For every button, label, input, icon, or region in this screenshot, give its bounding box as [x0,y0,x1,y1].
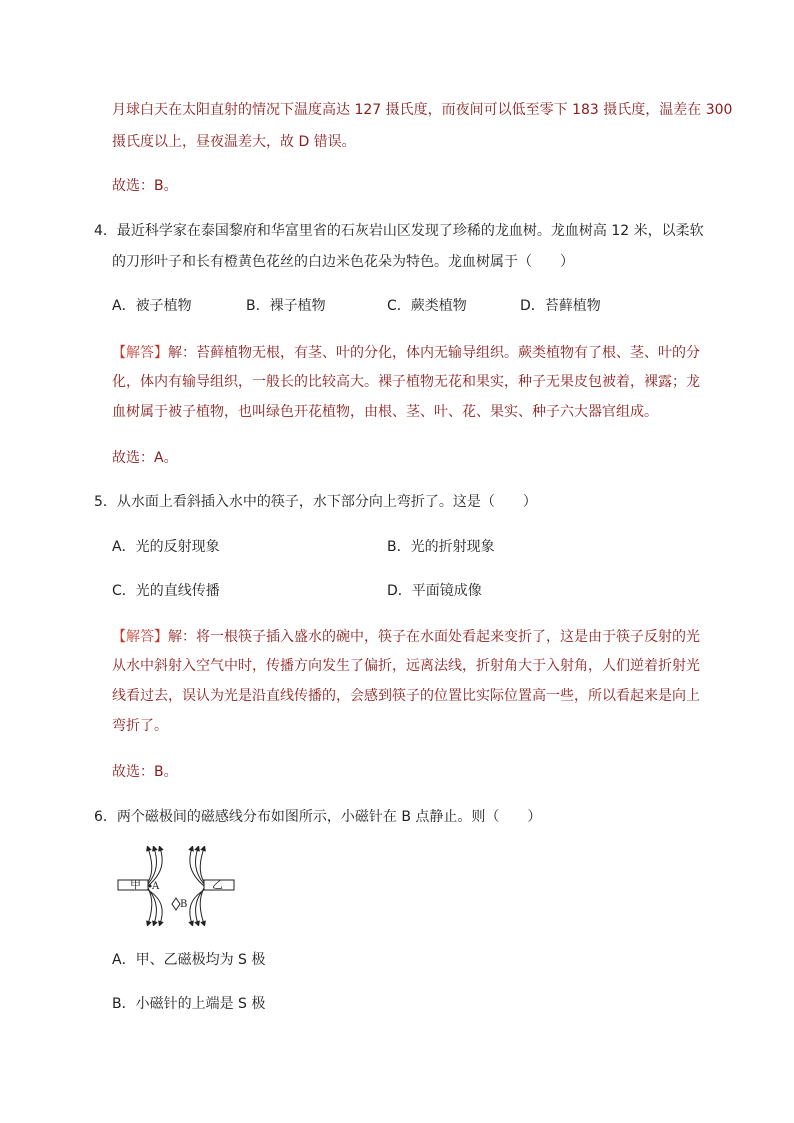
point-b-label: B [180,899,188,910]
q5-answer-text-1: 解：将一根筷子插入盛水的碗中，筷子在水面处看起来变折了，这是由于筷子反射的光 [168,629,700,645]
q5-answer-line-3: 线看过去，误认为光是沿直线传播的，会感到筷子的位置比实际位置高一些，所以看起来是向上 [112,688,700,704]
q4-answer-line-1 [112,343,700,363]
q4-option-c: C．蕨类植物 [387,298,467,314]
magnetic-field-figure [112,846,240,926]
q4-answer-tag: 【解答】 [112,345,168,361]
q5-answer-line-1 [112,627,700,647]
q5-answer-line-2: 从水中斜射入空气中时，传播方向发生了偏折，远离法线，折射角大于入射角，人们逆着折射光 [112,658,700,674]
compass-needle [172,898,180,910]
prev-answer-line-1: 月球白天在太阳直射的情况下温度高达 127 摄氏度，而夜间可以低至零下 183 摄氏度，温差在 300 [112,102,733,118]
q4-option-a: A．被子植物 [112,298,192,314]
q4-answer-line-2: 化，体内有输导组织，一般长的比较高大。裸子植物无花和果实，种子无果皮包被着，裸露；龙 [112,374,700,390]
q5-option-c: C．光的直线传播 [112,583,220,599]
q6-option-a: A．甲、乙磁极均为 S 极 [112,952,266,968]
q5-answer-tag: 【解答】 [112,629,168,645]
prev-answer-choice: 故选：B。 [112,178,178,194]
q5-answer-choice: 故选：B。 [112,764,178,780]
q5-option-b: B．光的折射现象 [387,539,495,555]
q4-stem-line-2: 的刀形叶子和长有橙黄色花丝的白边米色花朵为特色。龙血树属于（ ） [112,254,574,270]
q5-option-a: A．光的反射现象 [112,539,220,555]
right-pole-label: 乙 [212,878,223,891]
q4-option-d: D．苔藓植物 [520,298,601,314]
q5-stem: 5．从水面上看斜插入水中的筷子，水下部分向上弯折了。这是（ ） [94,494,537,510]
prev-answer-line-2: 摄氏度以上，昼夜温差大，故 D 错误。 [112,134,356,150]
q4-answer-text-1: 解：苔藓植物无根，有茎、叶的分化，体内无输导组织。蕨类植物有了根、茎、叶的分 [168,345,700,361]
q4-option-b: B．裸子植物 [246,298,326,314]
q4-stem-line-1: 4．最近科学家在泰国黎府和华富里省的石灰岩山区发现了珍稀的龙血树。龙血树高 12 米，以柔软 [94,223,704,239]
q4-answer-line-3: 血树属于被子植物，也叫绿色开花植物，由根、茎、叶、花、果实、种子六大器官组成。 [112,404,658,420]
q5-option-d: D．平面镜成像 [387,583,482,599]
q6-stem: 6．两个磁极间的磁感线分布如图所示，小磁针在 B 点静止。则（ ） [94,809,542,825]
left-pole-label: 甲 [130,878,141,891]
q5-answer-line-4: 弯折了。 [112,718,168,734]
point-a-label: A [152,881,160,892]
q6-option-b: B．小磁针的上端是 S 极 [112,996,266,1012]
q4-answer-choice: 故选：A。 [112,450,178,466]
